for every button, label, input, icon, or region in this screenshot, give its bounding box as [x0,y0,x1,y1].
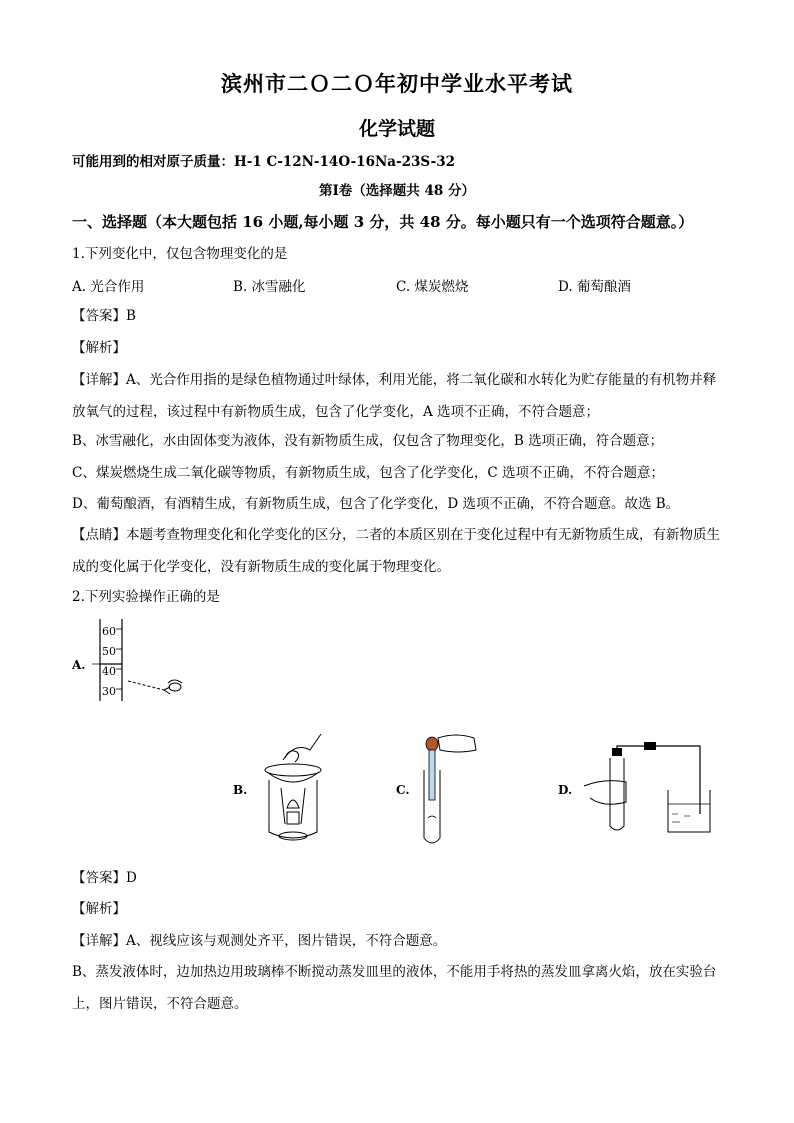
atomic-masses: 可能用到的相对原子质量：H-1 C-12N-14O-16Na-23S-32 [72,154,456,170]
q1-option-c: C. 煤炭燃烧 [396,279,469,295]
airtightness-check-illustration [580,742,720,842]
q1-detail-d: D、葡萄酿酒，有酒精生成，有新物质生成，包含了化学变化，D 选项不正确，不符合题意。故选 B。 [72,496,680,512]
cylinder-tick-30: 30 [102,685,116,698]
q2-detail-a: 【详解】A、视线应该与观测处齐平，图片错误，不符合题意。 [72,933,447,949]
q2-label-a: A. [72,658,86,672]
q2-answer: 【答案】D [72,870,137,886]
q2-label-d: D. [558,783,573,797]
evaporating-dish-illustration [255,732,335,852]
q1-stem: 1.下列变化中，仅包含物理变化的是 [72,246,288,262]
cylinder-scale [102,622,116,702]
q2-label-b: B. [233,783,248,797]
section-heading: 一、选择题（本大题包括 16 小题,每小题 3 分，共 48 分。每小题只有一个选项符合题意。） [72,213,694,231]
cylinder-tick-60: 60 [102,625,116,638]
q2-detail-b: B、蒸发液体时，边加热边用玻璃棒不断搅动蒸发皿里的液体，不能用手将热的蒸发皿拿离火焰，放在实验台上，图片错误，不符合题意。 [72,964,717,1012]
q1-point: 【点睛】本题考查物理变化和化学变化的区分，二者的本质区别在于变化过程中有无新物质生成，有新物质生成的变化属于化学变化，没有新物质生成的变化属于物理变化。 [72,527,720,575]
exam-subtitle: 化学试题 [358,118,435,140]
q1-option-b: B. 冰雪融化 [233,279,306,295]
volume-heading: 第Ⅰ卷（选择题共 48 分） [318,183,475,199]
exam-title: 滨州市二Ｏ二Ｏ年初中学业水平考试 [221,71,573,96]
cylinder-tick-40: 40 [102,665,116,678]
q1-option-a: A. 光合作用 [72,279,145,295]
q1-answer: 【答案】B [72,308,136,324]
q1-detail-c: C、煤炭燃烧生成二氧化碳等物质，有新物质生成，包含了化学变化，C 选项不正确，不符合题意； [72,465,664,481]
q2-stem: 2.下列实验操作正确的是 [72,589,220,605]
q1-detail-b: B、冰雪融化，水由固体变为液体，没有新物质生成，仅包含了物理变化，B 选项正确，符合题意； [72,433,664,449]
q2-analysis-label: 【解析】 [72,901,126,917]
dropper-test-tube-illustration [418,730,488,850]
q1-analysis-label: 【解析】 [72,340,126,356]
cylinder-tick-50: 50 [102,645,116,658]
q2-label-c: C. [396,783,410,797]
q1-detail-a: 【详解】A、光合作用指的是绿色植物通过叶绿体，利用光能，将二氧化碳和水转化为贮存能量的有机物并释放氧气的过程，该过程中有新物质生成，包含了化学变化，A 选项不正确，不符合题意； [72,372,717,420]
q1-option-d: D. 葡萄酿酒 [558,279,631,295]
